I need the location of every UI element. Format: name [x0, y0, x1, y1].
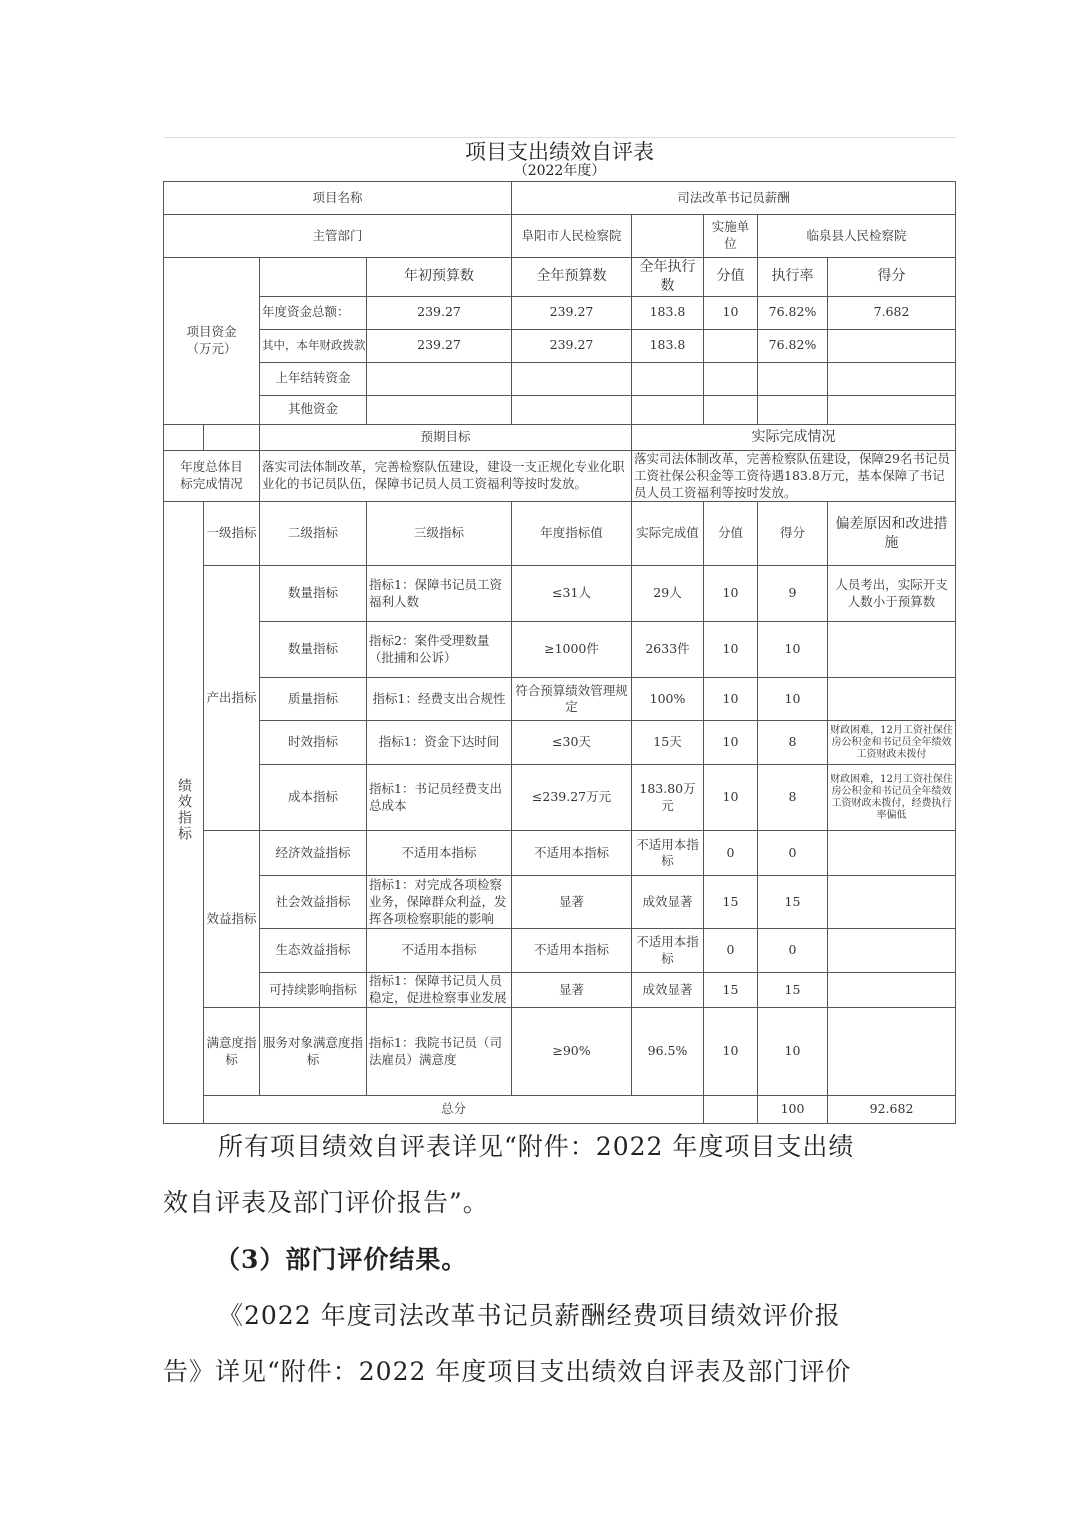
l2-cell: 可持续影响指标 [260, 973, 367, 1008]
actual-header: 实际完成情况 [632, 424, 956, 450]
l3-cell: 指标1：对完成各项检察业务，保障群众利益，发挥各项检察职能的影响 [367, 876, 512, 929]
got-cell: 9 [758, 566, 828, 622]
got-cell: 15 [758, 876, 828, 929]
impl-label: 实施单位 [704, 215, 758, 258]
performance-table [163, 137, 956, 1124]
score-cell: 15 [704, 973, 758, 1008]
fund-cell [367, 395, 512, 424]
target-cell: 显著 [512, 876, 632, 929]
actual-cell: 183.80万元 [632, 765, 704, 831]
table-row [164, 831, 956, 876]
target-cell: ≤31人 [512, 566, 632, 622]
table-row [164, 876, 956, 929]
ind-header: 二级指标 [260, 502, 367, 566]
total-label: 总分 [204, 1096, 704, 1124]
fund-cell: 10 [704, 296, 758, 329]
got-cell: 15 [758, 973, 828, 1008]
actual-cell: 不适用本指标 [632, 929, 704, 973]
actual-cell: 2633件 [632, 622, 704, 678]
score-cell: 10 [704, 622, 758, 678]
target-cell: 符合预算绩效管理规定 [512, 678, 632, 721]
section-heading [215, 1240, 965, 1276]
note-cell [828, 622, 956, 678]
table-row [164, 721, 956, 765]
fund-cell [828, 329, 956, 362]
fund-row-label: 年度资金总额： [260, 296, 367, 329]
project-name-value: 司法改革书记员薪酬 [512, 182, 956, 215]
fund-label: 项目资金（万元） [164, 258, 260, 425]
perf-label [164, 502, 204, 1124]
fund-header: 全年预算数 [512, 258, 632, 297]
fund-cell [512, 362, 632, 395]
note-cell [828, 876, 956, 929]
actual-cell: 100% [632, 678, 704, 721]
goal-header: 预期目标 [260, 424, 632, 450]
fund-cell [704, 362, 758, 395]
l3-cell: 指标1：我院书记员（司法雇员）满意度 [367, 1008, 512, 1096]
target-cell: ≤239.27万元 [512, 765, 632, 831]
ind-header: 一级指标 [204, 502, 260, 566]
l2-cell: 经济效益指标 [260, 831, 367, 876]
fund-header: 得分 [828, 258, 956, 297]
ind-header: 偏差原因和改进措施 [828, 502, 956, 566]
l3-cell: 指标1：书记员经费支出总成本 [367, 765, 512, 831]
l3-cell: 不适用本指标 [367, 831, 512, 876]
fund-header: 全年执行数 [632, 258, 704, 297]
l3-cell: 指标1：经费支出合规性 [367, 678, 512, 721]
l2-cell: 数量指标 [260, 566, 367, 622]
paragraph-1-line-2: 效自评表及部门评价报告”。 [163, 1188, 489, 1217]
fund-row-label: 其他资金 [260, 395, 367, 424]
table-subtitle: （2022年度） [513, 163, 606, 180]
ind-header: 实际完成值 [632, 502, 704, 566]
fund-cell [632, 395, 704, 424]
target-cell: ≤30天 [512, 721, 632, 765]
fund-cell: 239.27 [512, 296, 632, 329]
paragraph-1 [163, 1127, 913, 1163]
paragraph-2-line-2: 告》详见“附件：2022 年度项目支出绩效自评表及部门评价 [163, 1357, 852, 1386]
ind-header: 三级指标 [367, 502, 512, 566]
ind-header: 分值 [704, 502, 758, 566]
note-cell [828, 831, 956, 876]
table-title-cell [164, 138, 956, 182]
score-cell: 10 [704, 566, 758, 622]
note-cell: 财政困难，12月工资社保住房公积金和书记员全年绩效工资财政未拨付，经费执行率偏低 [828, 765, 956, 831]
paragraph-2-line-1: 《2022 年度司法改革书记员薪酬经费项目绩效评价报 [218, 1301, 841, 1330]
score-cell: 15 [704, 876, 758, 929]
dept-label: 主管部门 [164, 215, 512, 258]
paragraph-2 [163, 1296, 913, 1332]
fund-cell: 239.27 [512, 329, 632, 362]
target-cell: ≥1000件 [512, 622, 632, 678]
got-cell: 10 [758, 678, 828, 721]
table-title: 项目支出绩效自评表 [465, 139, 655, 164]
actual-cell: 成效显著 [632, 876, 704, 929]
l2-cell: 成本指标 [260, 765, 367, 831]
ind-header: 得分 [758, 502, 828, 566]
total-got: 92.682 [828, 1096, 956, 1124]
fund-cell: 76.82% [758, 296, 828, 329]
note-cell [828, 929, 956, 973]
l2-cell: 质量指标 [260, 678, 367, 721]
fund-cell [704, 395, 758, 424]
dept-value: 阜阳市人民检察院 [512, 215, 632, 258]
score-cell: 10 [704, 678, 758, 721]
table-row [164, 622, 956, 678]
fund-cell: 183.8 [632, 329, 704, 362]
empty-cell [164, 424, 204, 450]
table-row [164, 765, 956, 831]
l3-cell: 指标1：保障书记员工资福利人数 [367, 566, 512, 622]
table-row [164, 1008, 956, 1096]
note-cell: 财政困难，12月工资社保住房公积金和书记员全年绩效工资财政未拨付 [828, 721, 956, 765]
got-cell: 10 [758, 1008, 828, 1096]
table-row [164, 973, 956, 1008]
got-cell: 8 [758, 721, 828, 765]
actual-cell: 96.5% [632, 1008, 704, 1096]
table-row [164, 566, 956, 622]
project-name-label: 项目名称 [164, 182, 512, 215]
score-cell: 0 [704, 831, 758, 876]
total-score: 100 [758, 1096, 828, 1124]
goal-label: 年度总体目标完成情况 [164, 450, 260, 502]
goal-text: 落实司法体制改革，完善检察队伍建设，建设一支正规化专业化职业化的书记员队伍，保障书记员人员工资福利等按时发放。 [260, 450, 632, 502]
actual-cell: 成效显著 [632, 973, 704, 1008]
l2-cell: 时效指标 [260, 721, 367, 765]
fund-cell [758, 395, 828, 424]
fund-row-label: 其中，本年财政拨款 [260, 329, 367, 362]
l3-cell: 指标1：保障书记员人员稳定，促进检察事业发展 [367, 973, 512, 1008]
fund-cell: 239.27 [367, 329, 512, 362]
empty-cell [632, 215, 704, 258]
got-cell: 10 [758, 622, 828, 678]
target-cell: 不适用本指标 [512, 831, 632, 876]
actual-cell: 29人 [632, 566, 704, 622]
l3-cell: 指标1：资金下达时间 [367, 721, 512, 765]
fund-cell [758, 362, 828, 395]
section-heading-text: （3）部门评价结果。 [215, 1245, 468, 1274]
fund-header: 分值 [704, 258, 758, 297]
table-row [164, 929, 956, 973]
actual-text: 落实司法体制改革，完善检察队伍建设，保障29名书记员工资社保公积金等工资待遇183.8万元，基本保障了书记员人员工资福利等按时发放。 [632, 450, 956, 502]
l3-cell: 不适用本指标 [367, 929, 512, 973]
cat-output: 产出指标 [204, 566, 260, 831]
score-cell: 10 [704, 721, 758, 765]
l2-cell: 生态效益指标 [260, 929, 367, 973]
l3-cell: 指标2：案件受理数量（批捕和公诉） [367, 622, 512, 678]
fund-cell [704, 329, 758, 362]
fund-header: 年初预算数 [367, 258, 512, 297]
paragraph-1-cont [163, 1183, 913, 1219]
got-cell: 0 [758, 831, 828, 876]
cat-satisfaction: 满意度指标 [204, 1008, 260, 1096]
got-cell: 8 [758, 765, 828, 831]
cat-benefit: 效益指标 [204, 831, 260, 1008]
target-cell: ≥90% [512, 1008, 632, 1096]
l2-cell: 服务对象满意度指标 [260, 1008, 367, 1096]
perf-label-text: 绩效指标 [175, 778, 192, 843]
note-cell: 人员考出，实际开支人数小于预算数 [828, 566, 956, 622]
note-cell [828, 1008, 956, 1096]
paragraph-2-cont [163, 1352, 953, 1388]
score-cell: 10 [704, 1008, 758, 1096]
actual-cell: 不适用本指标 [632, 831, 704, 876]
score-cell: 0 [704, 929, 758, 973]
table-row [164, 678, 956, 721]
score-cell: 10 [704, 765, 758, 831]
l2-cell: 社会效益指标 [260, 876, 367, 929]
fund-cell [512, 395, 632, 424]
target-cell: 不适用本指标 [512, 929, 632, 973]
fund-cell: 7.682 [828, 296, 956, 329]
fund-header: 执行率 [758, 258, 828, 297]
empty-cell [704, 1096, 758, 1124]
fund-cell: 239.27 [367, 296, 512, 329]
l2-cell: 数量指标 [260, 622, 367, 678]
target-cell: 显著 [512, 973, 632, 1008]
fund-row-label: 上年结转资金 [260, 362, 367, 395]
got-cell: 0 [758, 929, 828, 973]
fund-cell: 183.8 [632, 296, 704, 329]
paragraph-1-line-1: 所有项目绩效自评表详见“附件：2022 年度项目支出绩 [218, 1132, 855, 1161]
note-cell [828, 678, 956, 721]
empty-cell [260, 258, 367, 297]
ind-header: 年度指标值 [512, 502, 632, 566]
fund-cell: 76.82% [758, 329, 828, 362]
fund-cell [828, 395, 956, 424]
impl-value: 临泉县人民检察院 [758, 215, 956, 258]
fund-cell [632, 362, 704, 395]
fund-cell [367, 362, 512, 395]
note-cell [828, 973, 956, 1008]
empty-cell [204, 424, 260, 450]
fund-cell [828, 362, 956, 395]
actual-cell: 15天 [632, 721, 704, 765]
